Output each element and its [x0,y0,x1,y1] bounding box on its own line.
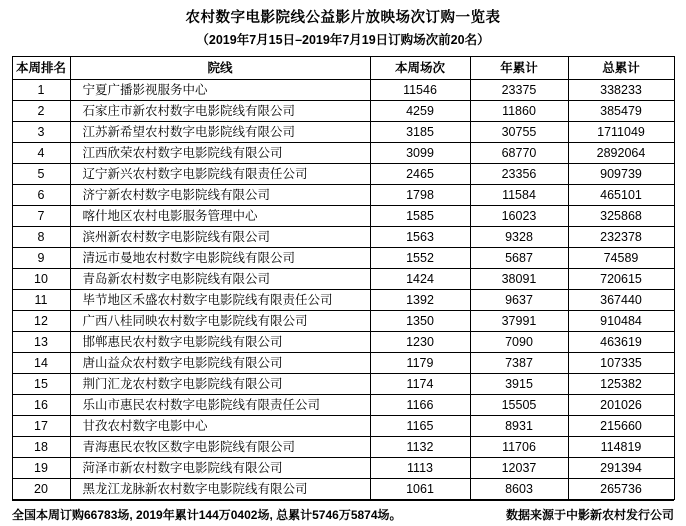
cell-total: 2892064 [568,143,674,164]
ranking-table [12,56,675,500]
cell-total: 201026 [568,395,674,416]
cell-rank: 19 [12,458,70,479]
cell-week: 3099 [370,143,470,164]
cell-rank: 18 [12,437,70,458]
table-row [12,122,674,143]
title-block [0,0,686,50]
cell-year: 11706 [470,437,568,458]
cell-week: 1563 [370,227,470,248]
cell-year: 16023 [470,206,568,227]
cell-line: 辽宁新兴农村数字电影院线有限责任公司 [70,164,370,185]
cell-week: 1230 [370,332,470,353]
cell-total: 720615 [568,269,674,290]
cell-line: 乐山市惠民农村数字电影院线有限责任公司 [70,395,370,416]
cell-week: 1350 [370,311,470,332]
cell-year: 5687 [470,248,568,269]
cell-week: 1552 [370,248,470,269]
cell-total: 385479 [568,101,674,122]
cell-rank: 10 [12,269,70,290]
cell-week: 1165 [370,416,470,437]
table-row [12,206,674,227]
table-row [12,311,674,332]
cell-week: 1132 [370,437,470,458]
cell-year: 9637 [470,290,568,311]
column-header-year: 年累计 [470,57,568,80]
cell-year: 9328 [470,227,568,248]
footer-source: 数据来源于中影新农村发行公司 [505,508,674,522]
cell-week: 1424 [370,269,470,290]
cell-total: 1711049 [568,122,674,143]
table-row [12,332,674,353]
cell-total: 107335 [568,353,674,374]
cell-rank: 17 [12,416,70,437]
cell-week: 1061 [370,479,470,500]
cell-line: 江西欣荣农村数字电影院线有限公司 [70,143,370,164]
cell-total: 910484 [568,311,674,332]
cell-year: 23356 [470,164,568,185]
footer-summary: 全国本周订购66783场, 2019年累计144万0402场, 总累计5746万5874场。 [12,508,402,522]
table-row [12,185,674,206]
cell-line: 菏泽市新农村数字电影院线有限公司 [70,458,370,479]
table-row [12,458,674,479]
cell-year: 3915 [470,374,568,395]
cell-total: 463619 [568,332,674,353]
column-header-week: 本周场次 [370,57,470,80]
table-row [12,101,674,122]
cell-total: 232378 [568,227,674,248]
cell-rank: 3 [12,122,70,143]
cell-line: 喀什地区农村电影服务管理中心 [70,206,370,227]
cell-total: 338233 [568,80,674,101]
table-row [12,374,674,395]
cell-line: 青海惠民农牧区数字电影院线有限公司 [70,437,370,458]
cell-line: 荆门汇龙农村数字电影院线有限公司 [70,374,370,395]
table-header [12,57,674,80]
column-header-rank: 本周排名 [12,57,70,80]
cell-week: 1166 [370,395,470,416]
cell-line: 甘孜农村数字电影中心 [70,416,370,437]
table-row [12,80,674,101]
cell-total: 114819 [568,437,674,458]
cell-week: 4259 [370,101,470,122]
cell-rank: 13 [12,332,70,353]
cell-year: 15505 [470,395,568,416]
cell-year: 12037 [470,458,568,479]
cell-rank: 4 [12,143,70,164]
cell-total: 125382 [568,374,674,395]
cell-year: 30755 [470,122,568,143]
table-row [12,143,674,164]
page-subtitle: （2019年7月15日–2019年7月19日订购场次前20名） [196,33,490,47]
cell-week: 2465 [370,164,470,185]
cell-week: 1113 [370,458,470,479]
cell-week: 1798 [370,185,470,206]
footer [12,500,674,526]
table-row [12,164,674,185]
cell-rank: 14 [12,353,70,374]
cell-week: 1179 [370,353,470,374]
cell-year: 38091 [470,269,568,290]
cell-rank: 20 [12,479,70,500]
cell-year: 7387 [470,353,568,374]
cell-rank: 8 [12,227,70,248]
cell-total: 291394 [568,458,674,479]
cell-rank: 16 [12,395,70,416]
cell-line: 滨州新农村数字电影院线有限公司 [70,227,370,248]
cell-line: 唐山益众农村数字电影院线有限公司 [70,353,370,374]
table-row [12,290,674,311]
cell-line: 黑龙江龙脉新农村数字电影院线有限公司 [70,479,370,500]
cell-year: 11584 [470,185,568,206]
table-row [12,353,674,374]
cell-rank: 12 [12,311,70,332]
cell-rank: 7 [12,206,70,227]
cell-year: 8931 [470,416,568,437]
cell-total: 74589 [568,248,674,269]
cell-year: 37991 [470,311,568,332]
cell-week: 1174 [370,374,470,395]
cell-total: 325868 [568,206,674,227]
cell-week: 1392 [370,290,470,311]
cell-total: 465101 [568,185,674,206]
cell-year: 23375 [470,80,568,101]
column-header-total: 总累计 [568,57,674,80]
cell-total: 909739 [568,164,674,185]
cell-line: 济宁新农村数字电影院线有限公司 [70,185,370,206]
cell-line: 邯郸惠民农村数字电影院线有限公司 [70,332,370,353]
cell-line: 清远市曼地农村数字电影院线有限公司 [70,248,370,269]
cell-rank: 5 [12,164,70,185]
cell-year: 7090 [470,332,568,353]
cell-year: 11860 [470,101,568,122]
table-row [12,437,674,458]
page-title: 农村数字电影院线公益影片放映场次订购一览表 [185,10,501,26]
cell-line: 青岛新农村数字电影院线有限公司 [70,269,370,290]
table-row [12,248,674,269]
table-header-row [12,57,674,80]
cell-rank: 9 [12,248,70,269]
cell-year: 68770 [470,143,568,164]
cell-total: 265736 [568,479,674,500]
table-body [12,80,674,500]
table-row [12,395,674,416]
cell-line: 江苏新希望农村数字电影院线有限公司 [70,122,370,143]
table-row [12,416,674,437]
cell-line: 石家庄市新农村数字电影院线有限公司 [70,101,370,122]
cell-rank: 15 [12,374,70,395]
cell-line: 毕节地区禾盛农村数字电影院线有限责任公司 [70,290,370,311]
cell-line: 广西八桂同映农村数字电影院线有限公司 [70,311,370,332]
cell-total: 215660 [568,416,674,437]
cell-year: 8603 [470,479,568,500]
cell-total: 367440 [568,290,674,311]
column-header-line: 院线 [70,57,370,80]
cell-week: 1585 [370,206,470,227]
cell-week: 11546 [370,80,470,101]
cell-week: 3185 [370,122,470,143]
cell-line: 宁夏广播影视服务中心 [70,80,370,101]
cell-rank: 11 [12,290,70,311]
table-row [12,269,674,290]
cell-rank: 1 [12,80,70,101]
table-row [12,479,674,500]
cell-rank: 2 [12,101,70,122]
table-wrapper [0,56,686,500]
cell-rank: 6 [12,185,70,206]
table-row [12,227,674,248]
